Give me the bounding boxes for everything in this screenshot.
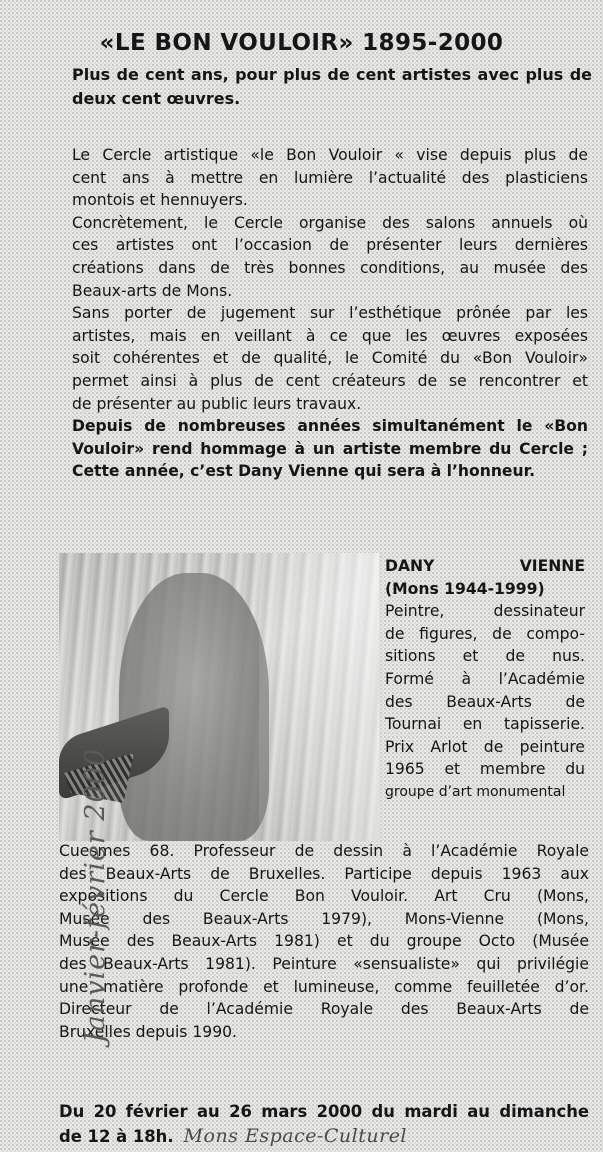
intro-paragraph-4 <box>72 415 588 483</box>
intro-line: Cette année, c’est Dany Vienne qui sera à l’honneur. <box>72 462 535 481</box>
artist-dates: (Mons 1944-1999) <box>385 579 545 598</box>
intro-text <box>72 144 588 483</box>
artist-name: DANY VIENNE <box>385 557 585 575</box>
bio-line: expositions du Cercle Bon Vouloir. Art Cru (Mons, <box>59 887 589 906</box>
artist-line: sitions et de nus. <box>385 647 585 666</box>
dates-line: Du 20 février au 26 mars 2000 du mardi au dimanche <box>59 1102 589 1121</box>
intro-line: Concrètement, le Cercle organise des salons annuels où <box>72 213 588 232</box>
artist-line: groupe d’art monumental <box>385 783 566 800</box>
artist-line: des Beaux-Arts de <box>385 692 585 711</box>
bio-line: des Beaux-Arts 1981). Peinture «sensualiste» qui privilégie <box>59 954 589 973</box>
artist-line: Prix Arlot de peinture <box>385 737 585 756</box>
bio-line: Musée des Beaux-Arts 1981) et du groupe Octo (Musée <box>59 932 589 951</box>
artist-line: 1965 et membre du <box>385 760 585 779</box>
intro-line: permet ainsi à plus de cent créateurs de se rencontrer et <box>72 371 588 390</box>
photo-highlight <box>259 553 379 841</box>
intro-line: artistes, mais en veillant à ce que les œuvres exposées <box>72 326 588 345</box>
bio-line: Cuesmes 68. Professeur de dessin à l’Académie Royale <box>59 842 589 860</box>
intro-line: cent ans à mettre en lumière l’actualité des plasticiens <box>72 168 588 187</box>
bio-line: des Beaux-Arts de Bruxelles. Participe depuis 1963 aux <box>59 864 589 883</box>
artist-bio <box>59 840 589 1043</box>
bio-line: Directeur de l’Académie Royale des Beaux-Arts de <box>59 1000 589 1019</box>
handwritten-venue-note: Mons Espace-Culturel <box>183 1125 408 1147</box>
artist-line: Formé à l’Académie <box>385 669 585 688</box>
exhibition-dates <box>59 1100 589 1149</box>
intro-line: montois et hennuyers. <box>72 191 248 210</box>
intro-line: Beaux-arts de Mons. <box>72 281 233 300</box>
intro-paragraph-1 <box>72 144 588 212</box>
bio-line: Musée des Beaux-Arts 1979), Mons-Vienne (Mons, <box>59 909 589 928</box>
artist-sidebar <box>385 555 585 804</box>
photo-figure <box>119 573 269 841</box>
dates-line: de 12 à 18h. <box>59 1127 174 1146</box>
bio-line: une matière profonde et lumineuse, comme feuilletée d’or. <box>59 977 589 996</box>
artist-line: Tournai en tapisserie. <box>385 715 585 734</box>
subtitle-line: deux cent œuvres. <box>72 89 241 108</box>
intro-line: Sans porter de jugement sur l’esthétique prônée par les <box>72 304 588 323</box>
intro-line: Depuis de nombreuses années simultanément le «Bon <box>72 417 588 436</box>
intro-line: Le Cercle artistique «le Bon Vouloir « vise depuis plus de <box>72 146 588 164</box>
intro-line: créations dans de très bonnes conditions, au musée des <box>72 258 588 277</box>
intro-paragraph-2 <box>72 212 588 302</box>
intro-line: de présenter au public leurs travaux. <box>72 394 362 413</box>
dates-line-with-note <box>59 1124 589 1149</box>
article-title: «LE BON VOULOIR» 1895-2000 <box>99 30 504 56</box>
artist-line: Peintre, dessinateur <box>385 602 585 621</box>
intro-line: Vouloir» rend hommage à un artiste membre du Cercle ; <box>72 439 588 458</box>
artist-line: de figures, de compo- <box>385 624 585 643</box>
intro-line: soit cohérentes et de qualité, le Comité du «Bon Vouloir» <box>72 349 588 368</box>
article-subtitle <box>72 63 592 111</box>
handwritten-date-note: Janvier-février 2000 <box>80 747 112 1044</box>
bio-line: Bruxelles depuis 1990. <box>59 1022 238 1041</box>
intro-paragraph-3 <box>72 302 588 415</box>
subtitle-line: Plus de cent ans, pour plus de cent artistes avec plus de <box>72 65 592 84</box>
intro-line: ces artistes ont l’occasion de présenter leurs dernières <box>72 236 588 255</box>
